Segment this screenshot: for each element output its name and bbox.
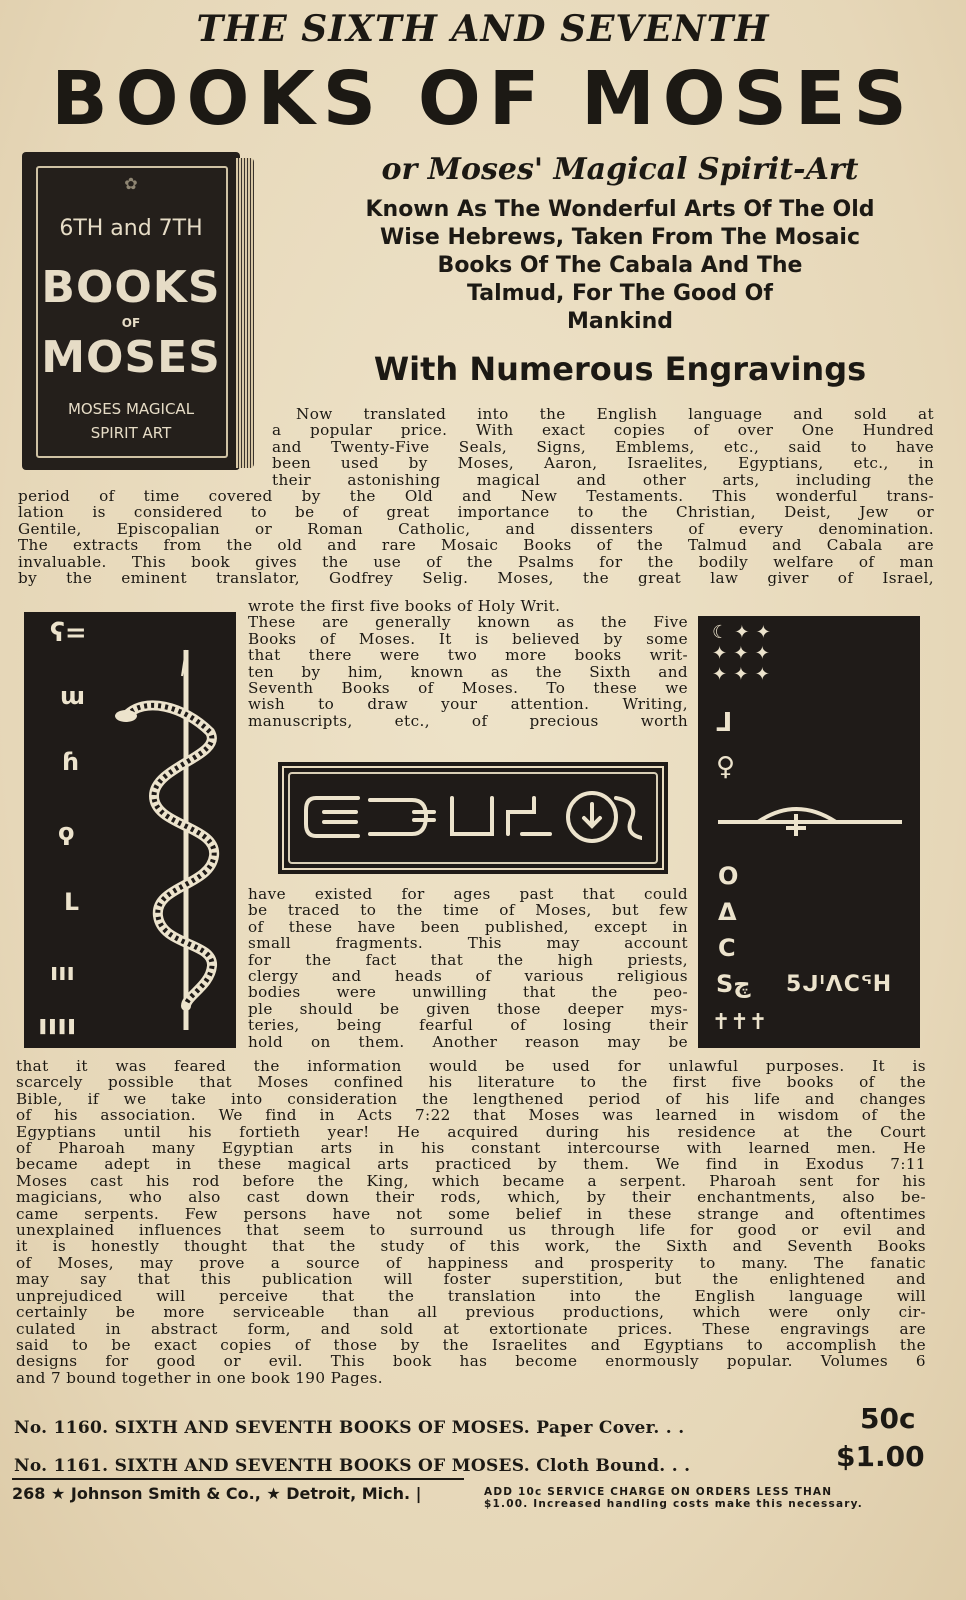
subtitle-line: Talmud, For The Good Of <box>467 281 773 306</box>
venus-symbol-icon: ♀ <box>716 752 736 782</box>
subtitle-line: Mankind <box>567 309 673 334</box>
body-line: certainly be more serviceable than all previous productions, which were only cir- <box>16 1303 926 1322</box>
book-subtitle-1: MOSES MAGICAL <box>67 400 195 418</box>
book-title-of: OF <box>121 316 141 330</box>
body-line: magicians, who also cast down their rods, which, by their enchantments, also be- <box>16 1188 926 1207</box>
body-line: have existed for ages past that could <box>248 885 688 903</box>
body-line: small fragments. This may account <box>248 934 688 953</box>
service-charge-note <box>484 1486 924 1510</box>
body-line: Gentile, Episcopalian or Roman Catholic, and dissenters of every denomination. <box>18 519 934 538</box>
body-line: that there were two more books writ- <box>248 646 688 665</box>
footer-rule <box>12 1478 464 1480</box>
hebrew-glyph: ᒪ <box>64 888 80 916</box>
book-edition: 6TH and 7TH <box>59 216 203 241</box>
body-line: came serpents. Few persons have not some belief in these strange and oftentimes <box>16 1204 926 1223</box>
body-paragraph-4 <box>248 886 688 1050</box>
body-line: Moses cast his rod before the King, which became a serpent. Pharoah sent for his <box>16 1171 926 1190</box>
body-line: it is honestly thought that the study of this work, the Sixth and Seventh Books <box>16 1237 926 1256</box>
body-line: Books of Moses. It is believed by some <box>248 629 688 648</box>
body-line: hold on them. Another reason may be <box>248 1032 688 1051</box>
body-line: clergy and heads of various religious <box>248 967 688 986</box>
body-line: bodies were unwilling that the peo- <box>248 983 688 1002</box>
subtitle-engravings: With Numerous Engravings <box>373 350 867 388</box>
lamp-emblem-icon: ✿ <box>124 174 138 193</box>
body-line: of Pharoah many Egyptian arts in his constant intercourse with learned men. He <box>16 1139 926 1158</box>
subtitle-line: Known As The Wonderful Arts Of The Old <box>365 197 875 222</box>
hebrew-glyph: ϙ <box>58 818 75 846</box>
body-line: by the eminent translator, Godfrey Selig. Moses, the great law giver of Israel, <box>18 569 934 588</box>
body-line: became adept in these magical arts practiced by them. We find in Exodus 7:11 <box>16 1155 926 1174</box>
body-line: and Twenty-Five Seals, Signs, Emblems, etc., said to have <box>272 437 934 456</box>
book-title-2: MOSES <box>41 332 221 383</box>
body-line: unexplained influences that seem to surround us through life for good or evil and <box>16 1221 926 1240</box>
body-line: said to be exact copies of those by the Israelites and Egyptians to accomplish the <box>16 1335 926 1354</box>
body-line: be traced to the time of Moses, but few <box>248 901 688 920</box>
body-line: a popular price. With exact copies of over One Hundred <box>272 421 934 440</box>
body-line: been used by Moses, Aaron, Israelites, Egyptians, etc., in <box>272 454 934 473</box>
stars-icon: ☾ ✦ ✦ ✦ ✦ ✦ ✦ ✦ ✦ <box>712 622 771 685</box>
body-line: their astonishing magical and other arts, including the <box>272 470 934 489</box>
price-cloth: $1.00 <box>836 1440 925 1473</box>
publisher-line: 268 ★ Johnson Smith & Co., ★ Detroit, Mich. | <box>12 1484 422 1503</box>
hebrew-glyph: ıııı <box>38 1008 77 1041</box>
body-line: may say that this publication will foster superstition, but the enlightened and <box>16 1270 926 1289</box>
hebrew-seal-engraving <box>278 762 668 874</box>
subtitle-spirit-art: or Moses' Magical Spirit-Art <box>381 152 859 187</box>
book-cover-illustration <box>22 152 258 476</box>
body-line: ten by him, known as the Sixth and <box>248 662 688 681</box>
body-line: of these have been published, except in <box>248 917 688 936</box>
serpent-on-rod-icon <box>114 636 224 1036</box>
crosses-icon: ✝✝✝ <box>712 1010 768 1035</box>
body-line: that it was feared the information would be used for unlawful purposes. It is <box>16 1057 926 1075</box>
body-line: wish to draw your attention. Writing, <box>248 695 688 714</box>
body-line: period of time covered by the Old and New Testaments. This wonderful trans- <box>18 487 934 505</box>
body-line: and 7 bound together in one book 190 Pages. <box>16 1368 383 1387</box>
body-line: Egyptians until his fortieth year! He acquired during his residence at the Court <box>16 1122 926 1141</box>
header-title: BOOKS OF MOSES <box>51 56 915 142</box>
hebrew-glyph: ııı <box>50 958 75 986</box>
charge-line: $1.00. Increased handling costs make this necessary. <box>484 1498 863 1510</box>
body-line: Seventh Books of Moses. To these we <box>248 679 688 698</box>
body-line: manuscripts, etc., of precious worth <box>248 711 688 730</box>
book-title-1: BOOKS <box>41 262 221 313</box>
order-line-paper: No. 1160. SIXTH AND SEVENTH BOOKS OF MOSES. Paper Cover. . . <box>14 1418 685 1438</box>
hebrew-script-row: 5ᒍᑊᐱCᕐH <box>786 972 893 997</box>
body-line: Now translated into the English language and sold at <box>296 405 934 423</box>
book-pages-edge <box>236 158 254 468</box>
triangle-symbol-icon: Δ <box>718 898 737 926</box>
seal-script-icon <box>302 782 642 852</box>
serpent-rod-engraving <box>24 612 236 1048</box>
hebrew-glyph: ɦ <box>62 748 80 776</box>
body-line: designs for good or evil. This book has become enormously popular. Volumes 6 <box>16 1352 926 1371</box>
body-line: wrote the first five books of Holy Writ. <box>248 597 561 615</box>
body-line: scarcely possible that Moses confined his literature to the first five books of the <box>16 1073 926 1092</box>
body-line: Bible, if we take into consideration the lengthened period of his life and changes <box>16 1089 926 1108</box>
body-line: of Moses, may prove a source of happiness and prosperity to many. The fanatic <box>16 1253 926 1272</box>
body-line: unprejudiced will perceive that the translation into the English language will <box>16 1286 926 1305</box>
hebrew-glyph: ɯ <box>60 682 86 710</box>
body-line: lation is considered to be of great importance to the Christian, Deist, Jew or <box>18 503 934 522</box>
charge-line: ADD 10c SERVICE CHARGE ON ORDERS LESS THAN <box>484 1486 833 1498</box>
mystic-symbols-engraving <box>698 616 920 1048</box>
book-subtitle-2: SPIRIT ART <box>90 424 172 442</box>
subtitle-line: Wise Hebrews, Taken From The Mosaic <box>379 225 860 250</box>
body-line: culated in abstract form, and sold at extortionate prices. These engravings are <box>16 1319 926 1338</box>
body-paragraph-1 <box>272 406 934 488</box>
hebrew-glyph: C <box>718 934 736 962</box>
body-line: The extracts from the old and rare Mosaic Books of the Talmud and Cabala are <box>18 536 934 555</box>
subtitle-line: Books Of The Cabala And The <box>437 253 803 278</box>
hebrew-glyph: ʕ= <box>50 618 87 648</box>
hebrew-glyph: Sچ <box>716 970 751 998</box>
price-paper: 50c <box>860 1402 916 1435</box>
body-paragraph-2 <box>18 488 934 586</box>
arc-cross-symbol-icon <box>718 800 908 840</box>
body-line: for the fact that the high priests, <box>248 950 688 969</box>
subtitle-description <box>300 196 940 336</box>
order-line-cloth: No. 1161. SIXTH AND SEVENTH BOOKS OF MOSES. Cloth Bound. . . <box>14 1456 691 1476</box>
circle-symbol-icon: Ο <box>718 862 739 890</box>
body-paragraph-3 <box>248 598 688 729</box>
body-paragraph-5 <box>16 1058 926 1386</box>
body-line: teries, being fearful of losing their <box>248 1016 688 1035</box>
body-line: These are generally known as the Five <box>248 613 688 632</box>
header-line-1: THE SIXTH AND SEVENTH <box>196 8 770 50</box>
hebrew-glyph: ᒧ <box>716 708 733 738</box>
body-line: of his association. We find in Acts 7:22 that Moses was learned in wisdom of the <box>16 1106 926 1125</box>
body-line: invaluable. This book gives the use of the Psalms for the bodily welfare of man <box>18 552 934 571</box>
body-line: ple should be given those deeper mys- <box>248 999 688 1018</box>
